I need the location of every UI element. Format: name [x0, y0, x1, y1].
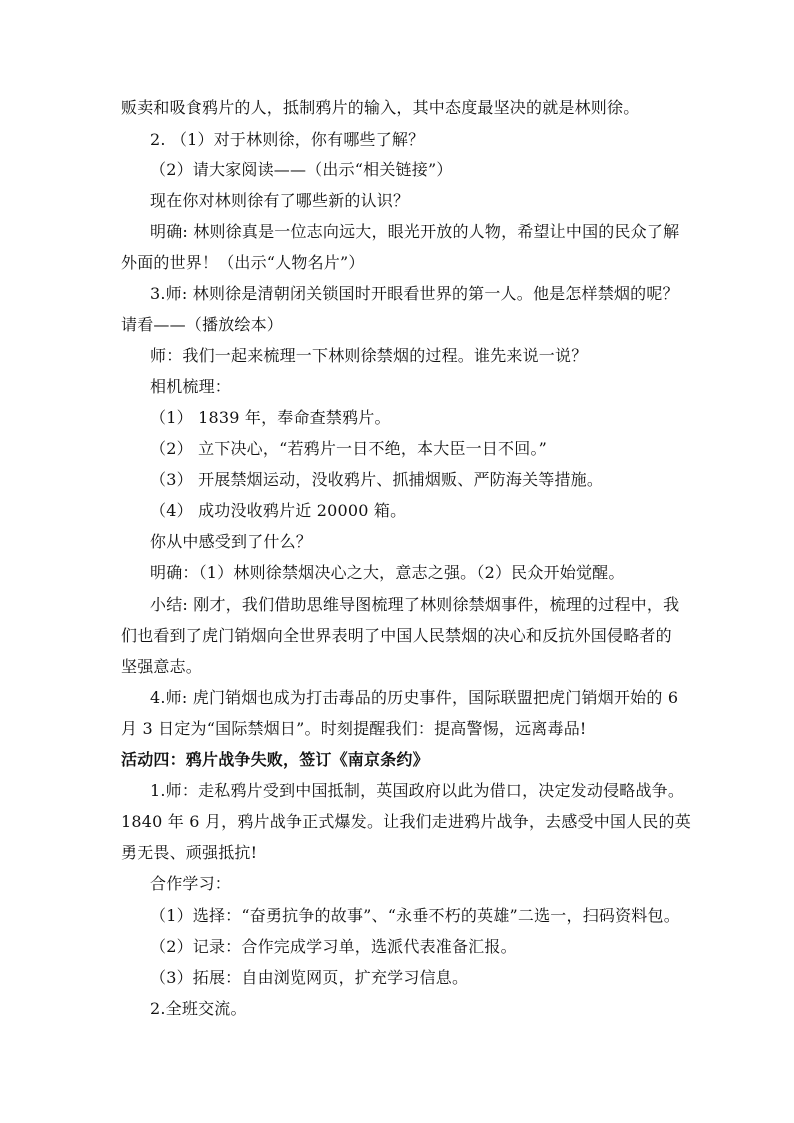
- paragraph-line: 们也看到了虎门销烟向全世界表明了中国人民禁烟的决心和反抗外国侵略者的: [121, 626, 672, 645]
- paragraph-line: 合作学习：: [150, 874, 232, 893]
- paragraph-line: 明确：（1）林则徐禁烟决心之大，意志之强。（2）民众开始觉醒。: [150, 563, 625, 582]
- paragraph-line: 现在你对林则徐有了哪些新的认识？: [150, 191, 410, 210]
- list-item: （2） 立下决心，“若鸦片一日不绝，本大臣一日不回。”: [150, 439, 548, 458]
- paragraph-line: 贩卖和吸食鸦片的人，抵制鸦片的输入，其中态度最坚决的就是林则徐。: [121, 98, 640, 117]
- paragraph-line: 1840 年 6 月，鸦片战争正式爆发。让我们走进鸦片战争，去感受中国人民的英: [121, 812, 691, 831]
- paragraph-line: 请看——（播放绘本）: [121, 315, 284, 334]
- list-item: （4） 成功没收鸦片近 20000 箱。: [150, 501, 407, 520]
- list-item: （1） 1839 年，奉命查禁鸦片。: [150, 408, 391, 427]
- question-line: （2）请大家阅读——（出示“相关链接”）: [150, 160, 453, 179]
- paragraph-line: 2.全班交流。: [150, 999, 247, 1018]
- section-heading: 活动四：鸦片战争失败，签订《南京条约》: [121, 750, 429, 769]
- paragraph-line: 坚强意志。: [121, 657, 203, 676]
- paragraph-line: 师：我们一起来梳理一下林则徐禁烟的过程。谁先来说一说？: [150, 346, 588, 365]
- paragraph-line: 1.师：走私鸦片受到中国抵制，英国政府以此为借口，决定发动侵略战争。: [150, 781, 685, 800]
- paragraph-line: 明确: 林则徐真是一位志向远大，眼光开放的人物，希望让中国的民众了解: [150, 222, 680, 241]
- paragraph-line: 小结: 刚才，我们借助思维导图梳理了林则徐禁烟事件，梳理的过程中，我: [150, 595, 680, 614]
- list-item: （3） 开展禁烟运动，没收鸦片、抓捕烟贩、严防海关等措施。: [150, 470, 604, 489]
- paragraph-line: 相机梳理：: [150, 377, 232, 396]
- list-item: （1）选择：“奋勇抗争的故事”、“永垂不朽的英雄”二选一，扫码资料包。: [150, 906, 680, 925]
- paragraph-line: 勇无畏、顽强抵抗!: [121, 843, 258, 862]
- list-item: （3）拓展：自由浏览网页，扩充学习信息。: [150, 968, 469, 987]
- paragraph-line: 你从中感受到了什么？: [150, 532, 313, 551]
- paragraph-line: 4.师: 虎门销烟也成为打击毒品的历史事件，国际联盟把虎门销烟开始的 6: [150, 688, 679, 707]
- list-item: （2）记录：合作完成学习单，选派代表准备汇报。: [150, 937, 517, 956]
- paragraph-line: 外面的世界！（出示“人物名片”）: [121, 253, 365, 272]
- paragraph-line: 月 3 日定为“国际禁烟日”。时刻提醒我们：提高警惕，远离毒品!: [121, 719, 587, 738]
- paragraph-line: 3.师: 林则徐是清朝闭关锁国时开眼看世界的第一人。他是怎样禁烟的呢？: [150, 284, 679, 303]
- question-line: 2. （1）对于林则徐，你有哪些了解？: [150, 130, 425, 149]
